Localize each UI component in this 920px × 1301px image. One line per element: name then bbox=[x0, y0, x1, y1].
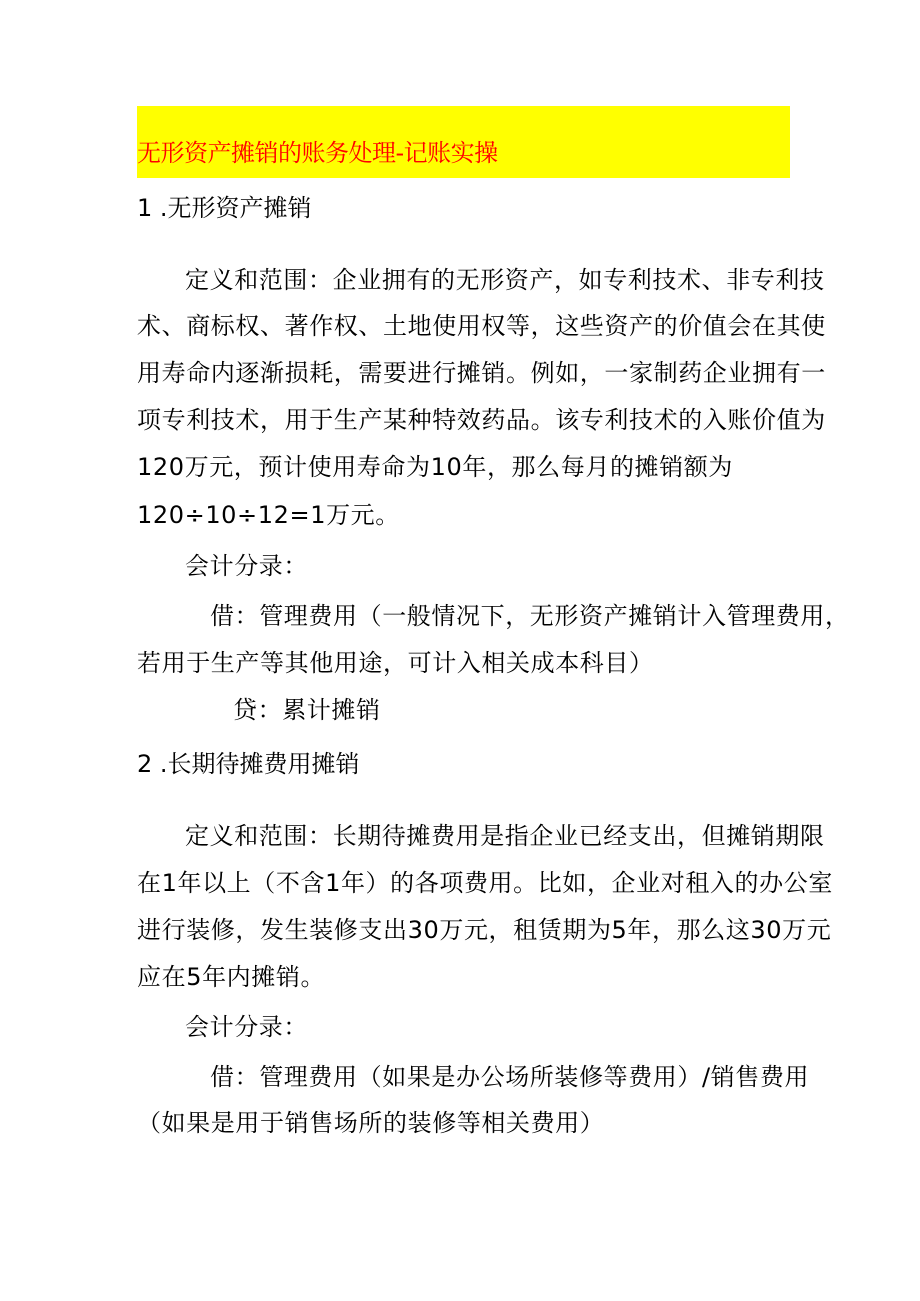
paragraph-line: 120÷10÷12=1万元。 bbox=[137, 501, 400, 529]
section-heading: 2 .长期待摊费用摊销 bbox=[137, 750, 360, 778]
debit-line: 借：管理费用（一般情况下，无形资产摊销计入管理费用， bbox=[210, 602, 850, 630]
entry-label: 会计分录： bbox=[185, 552, 308, 580]
section-heading: 1 .无形资产摊销 bbox=[137, 194, 312, 222]
document-title: 无形资产摊销的账务处理-记账实操 bbox=[137, 139, 498, 167]
paragraph-line: 定义和范围：企业拥有的无形资产，如专利技术、非专利技 bbox=[185, 266, 825, 294]
entry-label: 会计分录： bbox=[185, 1013, 308, 1041]
paragraph-line: 定义和范围：长期待摊费用是指企业已经支出，但摊销期限 bbox=[185, 822, 825, 850]
debit-line: （如果是用于销售场所的装修等相关费用） bbox=[137, 1109, 605, 1137]
paragraph-line: 应在5年内摊销。 bbox=[137, 963, 326, 991]
paragraph-line: 在1年以上（不含1年）的各项费用。比如，企业对租入的办公室 bbox=[137, 869, 833, 897]
paragraph-line: 进行装修，发生装修支出30万元，租赁期为5年，那么这30万元 bbox=[137, 916, 832, 944]
paragraph-line: 120万元，预计使用寿命为10年，那么每月的摊销额为 bbox=[137, 453, 733, 481]
paragraph-line: 术、商标权、著作权、土地使用权等，这些资产的价值会在其使 bbox=[137, 312, 826, 340]
paragraph-line: 项专利技术，用于生产某种特效药品。该专利技术的入账价值为 bbox=[137, 406, 826, 434]
paragraph-line: 用寿命内逐渐损耗，需要进行摊销。例如，一家制药企业拥有一 bbox=[137, 359, 826, 387]
debit-line: 若用于生产等其他用途，可计入相关成本科目） bbox=[137, 649, 654, 677]
debit-line: 借：管理费用（如果是办公场所装修等费用）/销售费用 bbox=[210, 1063, 810, 1091]
credit-line: 贷：累计摊销 bbox=[233, 696, 381, 724]
